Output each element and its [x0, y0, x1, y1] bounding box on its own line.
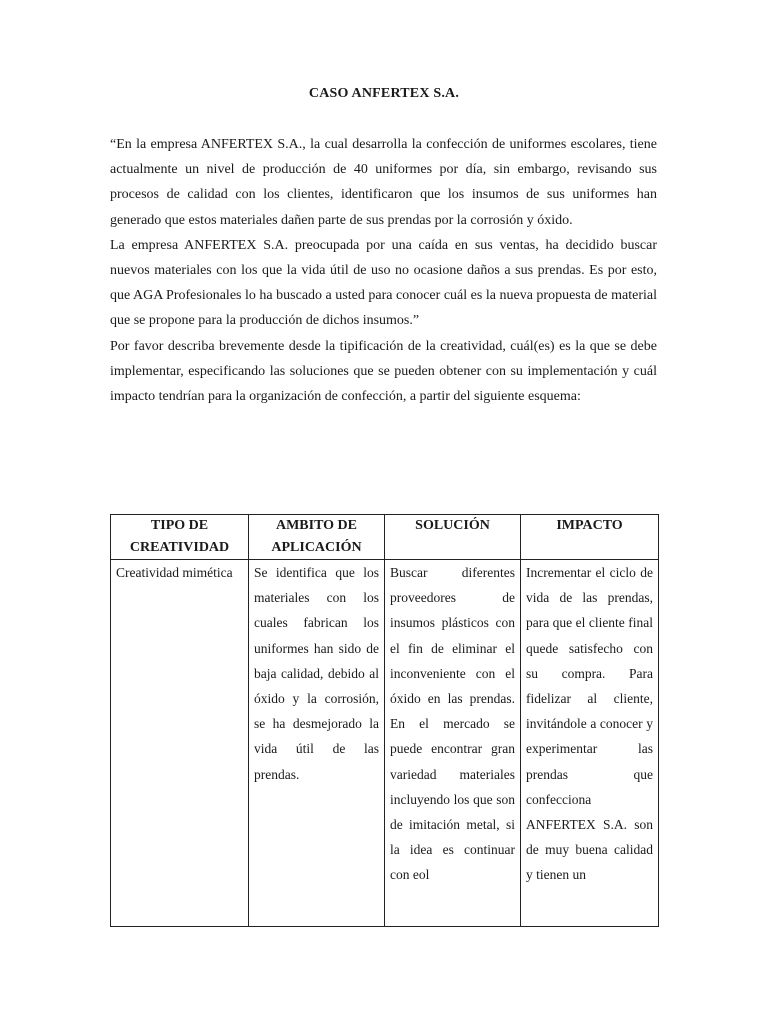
cell-solucion-text: Buscar diferentes proveedores de insumos plásticos con el fin de eliminar el inconveniente con el óxido en las prendas. En el mercado se puede encontrar gran variedad materiales incluyendo los que son de imitación metal, si la idea es continuar con eol: [390, 565, 515, 883]
cell-tipo-creatividad: [111, 560, 249, 927]
cell-solucion: [385, 560, 521, 927]
table-row: [111, 560, 659, 927]
cell-ambito-aplicacion: [249, 560, 385, 927]
case-description: [110, 132, 657, 409]
cell-tipo-creatividad-text: Creatividad mimética: [116, 565, 233, 580]
paragraph-case-problem: La empresa ANFERTEX S.A. preocupada por una caída en sus ventas, ha decidido buscar nuevos materiales con los que la vida útil de uso no ocasione daños a sus prendas. Es por esto, que AGA Profesionales lo ha buscado a usted para conocer cuál es la nueva propuesta de material que se propone para la producción de dichos insumos.”: [110, 237, 657, 329]
paragraph-case-intro: “En la empresa ANFERTEX S.A., la cual desarrolla la confección de uniformes escolares, tiene actualmente un nivel de producción de 40 uniformes por día, sin embargo, revisando sus procesos de calidad con los clientes, identificaron que los insumos de sus uniformes han generado que estos materiales dañen parte de sus prendas por la corrosión y óxido.: [110, 137, 657, 228]
cell-impacto-text: Incrementar el ciclo de vida de las prendas, para que el cliente final quede satisfecho con su compra. Para fidelizar al cliente, invitándole a conocer y experimentar las prendas que confecciona ANFERTEX S.A. son de muy buena calidad y tienen un: [526, 565, 653, 883]
header-ambito-aplicacion: AMBITO DE APLICACIÓN: [249, 515, 385, 560]
paragraph-instructions: Por favor describa brevemente desde la tipificación de la creatividad, cuál(es) es la que se debe implementar, especificando las soluciones que se pueden obtener con su implementación y cuál impacto tendrían para la organización de confección, a partir del siguiente esquema:: [110, 338, 657, 405]
table-header-row: [111, 515, 659, 560]
cell-ambito-aplicacion-text: Se identifica que los materiales con los cuales fabrican los uniformes han sido de baja calidad, debido al óxido y la corrosión, se ha desmejorado la vida útil de las prendas.: [254, 565, 379, 782]
document-title: CASO ANFERTEX S.A.: [308, 86, 460, 101]
header-solucion: SOLUCIÓN: [385, 515, 521, 560]
header-tipo-creatividad: TIPO DE CREATIVIDAD: [111, 515, 249, 560]
cell-impacto: [521, 560, 659, 927]
creativity-scheme-table: [110, 514, 659, 927]
header-impacto: IMPACTO: [521, 515, 659, 560]
